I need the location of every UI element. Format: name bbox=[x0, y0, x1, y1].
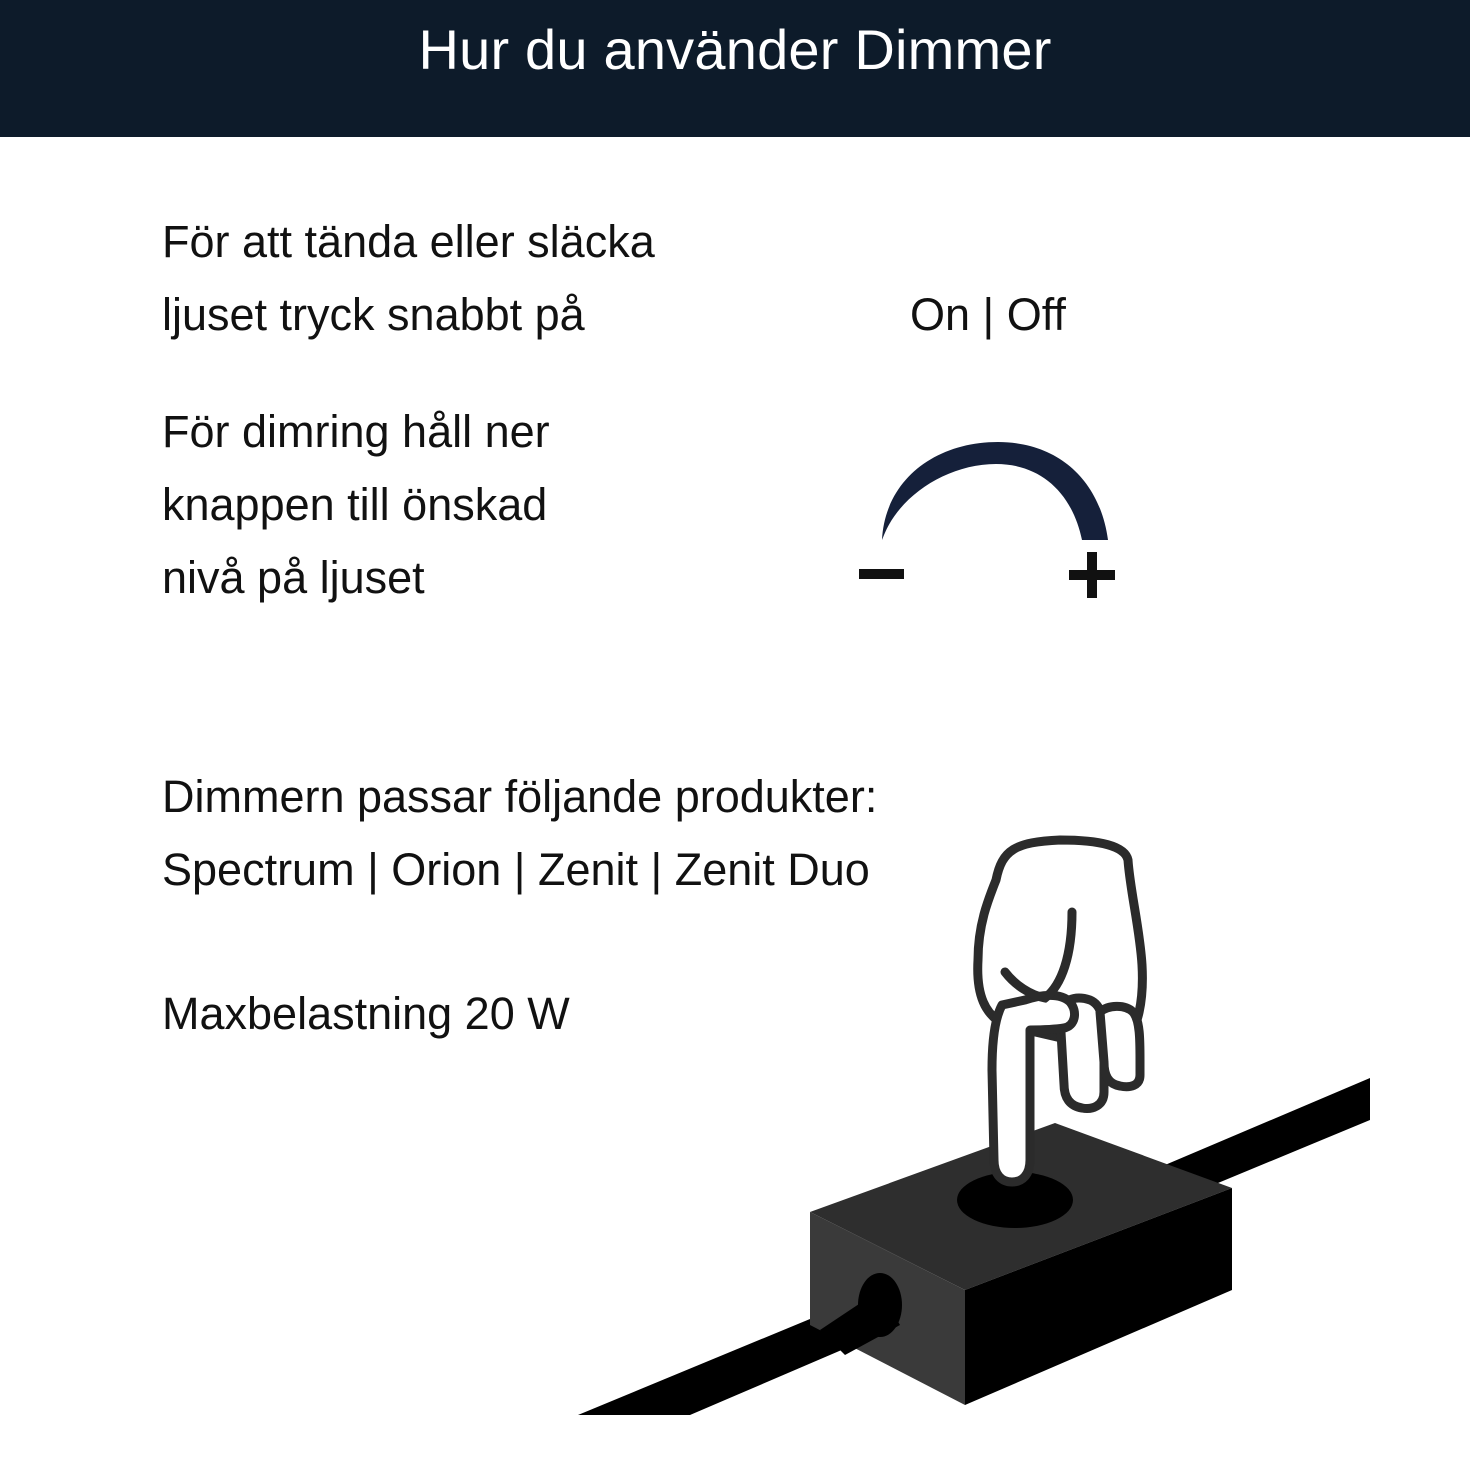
dimming-instruction-line: knappen till önskad bbox=[162, 479, 548, 530]
onoff-instruction-line: ljuset tryck snabbt på bbox=[162, 289, 585, 340]
onoff-label: On | Off bbox=[910, 289, 1066, 340]
compatible-products: Spectrum | Orion | Zenit | Zenit Duo bbox=[162, 844, 870, 895]
compatible-heading: Dimmern passar följande produkter: bbox=[162, 771, 878, 822]
onoff-instruction-line: För att tända eller släcka bbox=[162, 216, 655, 267]
page-title: Hur du använder Dimmer bbox=[418, 18, 1052, 81]
dimming-instruction-line: nivå på ljuset bbox=[162, 552, 425, 603]
dimming-instruction-line: För dimring håll ner bbox=[162, 406, 550, 457]
max-load: Maxbelastning 20 W bbox=[162, 988, 570, 1039]
